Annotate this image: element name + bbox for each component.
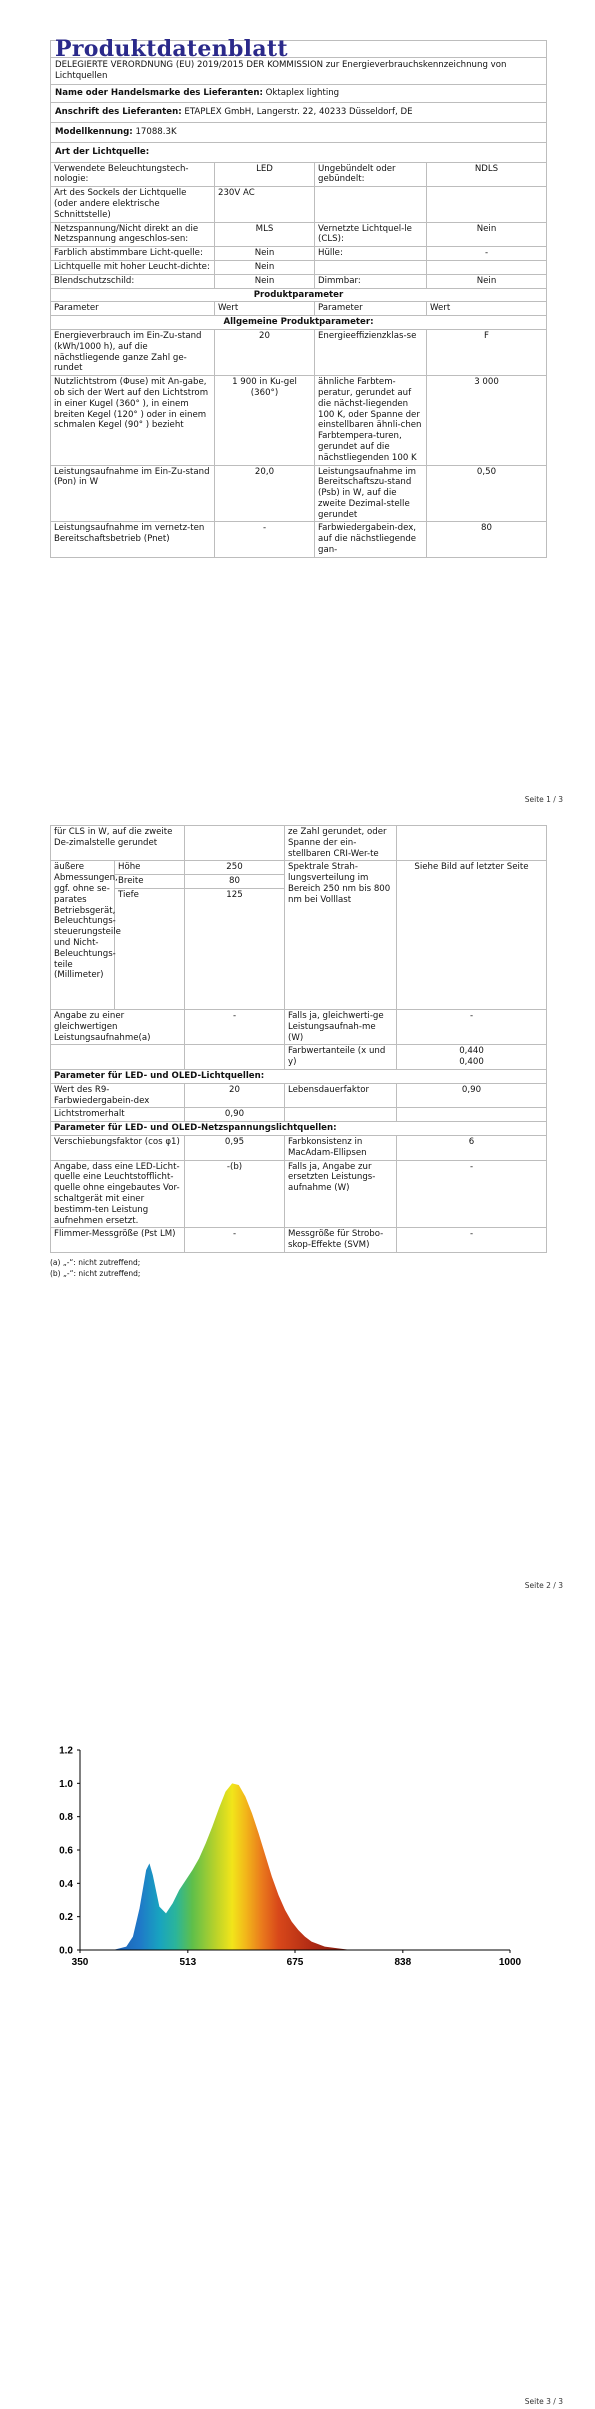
table-row: Lichtstromerhalt 0,90 [51, 1108, 547, 1122]
page-2 [0, 805, 595, 1595]
page-title: Produktdatenblatt [55, 36, 288, 62]
general-params-header: Allgemeine Produktparameter: [51, 316, 547, 330]
table-row: Farblich abstimmbare Licht-quelle: Nein Hülle: - [51, 247, 547, 261]
y-tick-label: 0.4 [59, 1878, 73, 1890]
spectrum-area [80, 1783, 510, 1950]
supplier-label: Name oder Handelsmarke des Lieferanten: [55, 88, 263, 99]
table-row: Flimmer-Messgröße (Pst LM) - Messgröße für Strobo-skop-Effekte (SVM) - [51, 1228, 547, 1253]
datasheet-table-1: Produktdatenblatt DELEGIERTE VERORDNUNG (EU) 2019/2015 DER KOMMISSION zur Energieverbrauchskennzeichnung von Lichtquellen Name oder Handelsmarke des Lieferanten: Oktaplex lighting Anschrift des Lieferanten: ETAPLEX GmbH, Langerstr. 22, 40233 Düsseldorf, DE Modellkennung: 17088.3K Art der Lichtquelle: Verwendete Beleuchtungstech-nologie: LED Ungebündelt oder gebündelt: NDLS Art des Sockels der Lichtquelle (oder andere elektrische Schnittstelle) 230V AC Netzspannung/Nicht direkt an die Netzspannung angeschlos-sen: MLS Vernetzte Lichtquel-le (CLS): Nein Farblich abstimmbare Licht-quelle: Nein Hülle: - Lichtquelle mit hoher Leucht-dichte: Nein Blendschutzschild: Nein Dimmbar: Nein Produktparameter Parameter Wert Parameter Wert Allgemeine Produktparameter: Energieverbrauch im Ein-Zu-stand (kWh/1000 h), auf die nächstliegende ganze Zahl ge-rundet 20 Energieeffizienzklas-se F Nutzlichtstrom (Φuse) mit An-gabe, ob sich der Wert auf den Lichtstrom in einer Kugel (360° ), in einem breiten Kegel (120° ) oder in einem schmalen Kegel (90° ) bezieht 1 900 in Ku-gel (360°) ähnliche Farbtem-peratur, gerundet auf die nächst-liegenden 100 K, oder Spanne der einstellbaren ähnli-chen Farbtempera-turen, gerundet auf die nächstliegenden 100 K 3 000 Leistungsaufnahme im Ein-Zu-stand (Pon) in W 20,0 Leistungsaufnahme im Bereitschaftszu-stand (Psb) in W, auf die zweite Dezimal-stelle gerundet 0,50 Leistungsaufnahme im vernetz-ten Bereitschaftsbetrieb (Pnet) - Farbwiedergabein-dex, auf die nächstliegende gan- 80 [50, 40, 547, 558]
table-row: Blendschutzschild: Nein Dimmbar: Nein [51, 274, 547, 288]
table-row: Farbwertanteile (x und y) 0,440 0,400 [51, 1045, 547, 1070]
table-row: Angabe, dass eine LED-Licht-quelle eine Leuchtstofflicht-quelle ohne eingebautes Vor-schaltgerät mit einer bestimm-ten Leistung aufnehmen ersetzt. -(b) Falls ja, Angabe zur ersetzten Leistungs-aufnahme (W) - [51, 1160, 547, 1228]
dimensions-label: äußere Abmessungen, ggf. ohne se-parates Betriebsgerät, Beleuchtungs-steuerungsteile und Nicht-Beleuchtungs-teile (Millimeter) [51, 861, 115, 1010]
table-row: Nutzlichtstrom (Φuse) mit An-gabe, ob sich der Wert auf den Lichtstrom in einer Kugel (360° ), in einem breiten Kegel (120° ) oder in einem schmalen Kegel (90° ) bezieht 1 900 in Ku-gel (360°) ähnliche Farbtem-peratur, gerundet auf die nächst-liegenden 100 K, oder Spanne der einstellbaren ähnli-chen Farbtempera-turen, gerundet auf die nächstliegenden 100 K 3 000 [51, 376, 547, 465]
datasheet-table-2: für CLS in W, auf die zweite De-zimalstelle gerundet ze Zahl gerundet, oder Spanne der ein-stellbaren CRI-Wer-te äußere Abmessungen, ggf. ohne se-parates Betriebsgerät, Beleuchtungs-steuerungsteile und Nicht-Beleuchtungs-teile (Millimeter) Höhe 250 Spektrale Strah-lungsverteilung im Bereich 250 nm bis 800 nm bei Volllast Siehe Bild auf letzter Seite Breite 80 Tiefe 125 Angabe zu einer gleichwertigen Leistungsaufnahme(a) - Falls ja, gleichwerti-ge Leistungsaufnah-me (W) - Farbwertanteile (x und y) 0,440 0,400 Parameter für LED- und OLED-Lichtquellen: Wert des R9-Farbwiedergabein-dex 20 Lebensdauerfaktor 0,90 Lichtstromerhalt 0,90 Parameter für LED- und OLED-Netzspannungslichtquellen: Verschiebungsfaktor (cos φ1) 0,95 Farbkonsistenz in MacAdam-Ellipsen 6 Angabe, dass eine LED-Licht-quelle eine Leuchtstofflicht-quelle ohne eingebautes Vor-schaltgerät mit einer bestimm-ten Leistung aufnehmen ersetzt. -(b) Falls ja, Angabe zur ersetzten Leistungs-aufnahme (W) - Flimmer-Messgröße (Pst LM) - Messgröße für Strobo-skop-Effekte (SVM) - [50, 825, 547, 1253]
y-tick-label: 1.0 [59, 1778, 73, 1790]
regulation-text: DELEGIERTE VERORDNUNG (EU) 2019/2015 DER KOMMISSION zur Energieverbrauchskennzeichnung von Lichtquellen [51, 57, 547, 85]
table-row: Tiefe 125 [51, 888, 547, 1009]
x-tick-label: 838 [394, 1957, 412, 1968]
model-label: Modellkennung: [55, 126, 133, 137]
x-tick-label: 1000 [498, 1957, 522, 1968]
page-3 [0, 1600, 595, 2409]
supplier-value: Oktaplex lighting [265, 88, 340, 99]
table-row: Breite 80 [51, 875, 547, 889]
address-value: ETAPLEX GmbH, Langerstr. 22, 40233 Düsseldorf, DE [184, 107, 413, 118]
model-value: 17088.3K [135, 126, 177, 137]
page-number: Seite 2 / 3 [524, 1581, 563, 1590]
table-row: Netzspannung/Nicht direkt an die Netzspannung angeschlos-sen: MLS Vernetzte Lichtquel-le (CLS): Nein [51, 222, 547, 247]
x-tick-label: 513 [179, 1957, 197, 1968]
page-number: Seite 3 / 3 [524, 2397, 563, 2406]
table-row: Art des Sockels der Lichtquelle (oder andere elektrische Schnittstelle) 230V AC [51, 187, 547, 222]
y-tick-label: 0.0 [59, 1945, 73, 1957]
table-row: Lichtquelle mit hoher Leucht-dichte: Nein [51, 260, 547, 274]
page-1 [0, 0, 595, 804]
spectral-distribution-chart [0, 1730, 595, 1970]
y-tick-label: 1.2 [59, 1745, 73, 1757]
address-label: Anschrift des Lieferanten: [55, 107, 182, 118]
source-type-label: Art der Lichtquelle: [51, 142, 547, 162]
table-row: äußere Abmessungen, ggf. ohne se-parates Betriebsgerät, Beleuchtungs-steuerungsteile und Nicht-Beleuchtungs-teile (Millimeter) Höhe 250 Spektrale Strah-lungsverteilung im Bereich 250 nm bis 800 nm bei Volllast Siehe Bild auf letzter Seite [51, 861, 547, 875]
x-tick-label: 675 [286, 1957, 304, 1968]
table-row: Leistungsaufnahme im vernetz-ten Bereitschaftsbetrieb (Pnet) - Farbwiedergabein-dex, auf die nächstliegende gan- 80 [51, 522, 547, 557]
page-number: Seite 1 / 3 [524, 795, 563, 804]
y-tick-label: 0.2 [59, 1912, 73, 1924]
table-row: Leistungsaufnahme im Ein-Zu-stand (Pon) in W 20,0 Leistungsaufnahme im Bereitschaftszu-stand (Psb) in W, auf die zweite Dezimal-stelle gerundet 0,50 [51, 465, 547, 522]
y-tick-label: 0.8 [59, 1812, 73, 1824]
table-row: Wert des R9-Farbwiedergabein-dex 20 Lebensdauerfaktor 0,90 [51, 1083, 547, 1108]
product-params-header: Produktparameter [51, 288, 547, 302]
y-tick-label: 0.6 [59, 1845, 73, 1857]
footnote-b: (b) „-“: nicht zutreffend; [50, 1268, 141, 1278]
footnote-a: (a) „-“: nicht zutreffend; [50, 1257, 141, 1267]
table-row: Energieverbrauch im Ein-Zu-stand (kWh/1000 h), auf die nächstliegende ganze Zahl ge-rundet 20 Energieeffizienzklas-se F [51, 329, 547, 375]
x-tick-label: 350 [71, 1957, 89, 1968]
table-row: Verwendete Beleuchtungstech-nologie: LED Ungebündelt oder gebündelt: NDLS [51, 162, 547, 187]
table-row: Verschiebungsfaktor (cos φ1) 0,95 Farbkonsistenz in MacAdam-Ellipsen 6 [51, 1135, 547, 1160]
table-row: Angabe zu einer gleichwertigen Leistungsaufnahme(a) - Falls ja, gleichwerti-ge Leistungsaufnah-me (W) - [51, 1009, 547, 1044]
